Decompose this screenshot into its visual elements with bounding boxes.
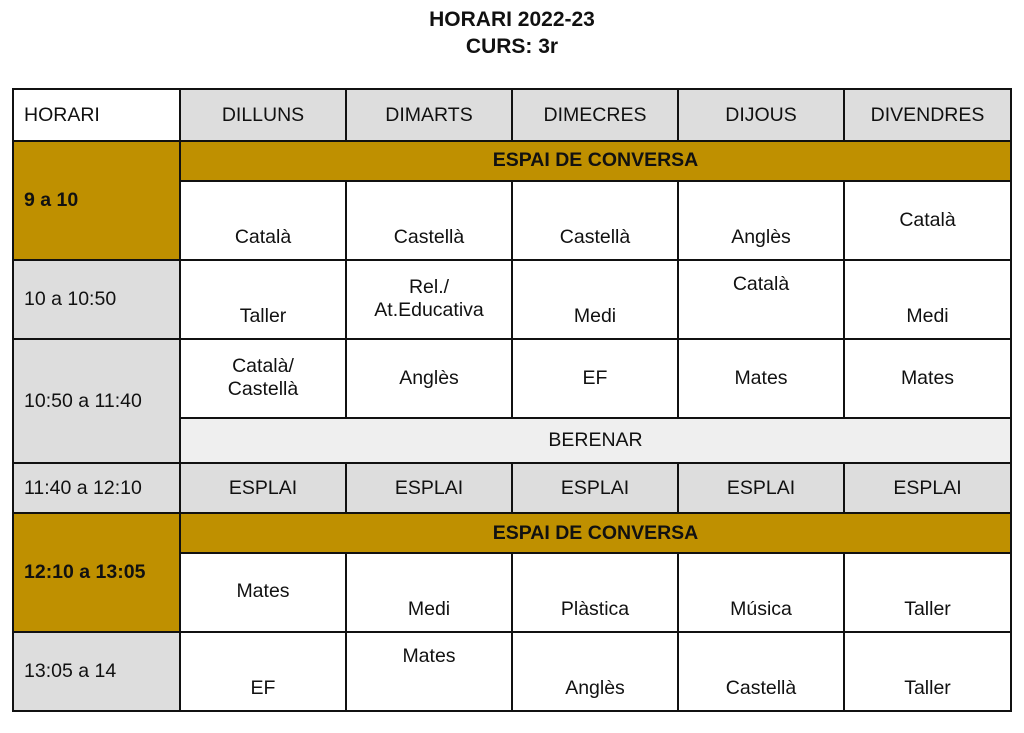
conversa-band-row <box>13 141 1011 181</box>
table-row <box>13 260 1011 339</box>
berenar-band: BERENAR <box>180 418 1011 464</box>
time-cell: 10 a 10:50 <box>13 260 180 339</box>
lesson-cell: Plàstica <box>512 553 678 632</box>
lesson-cell: Anglès <box>678 181 844 260</box>
conversa-band: ESPAI DE CONVERSA <box>180 513 1011 553</box>
lesson-cell: Rel./ At.Educativa <box>346 260 512 339</box>
lesson-cell: EF <box>180 632 346 711</box>
lesson-cell: Castellà <box>678 632 844 711</box>
table-row <box>13 339 1011 418</box>
lesson-cell: Català <box>678 260 844 339</box>
lesson-cell: Català/ Castellà <box>180 339 346 418</box>
lesson-cell: Medi <box>512 260 678 339</box>
lesson-cell: ESPLAI <box>678 463 844 513</box>
day-header: DILLUNS <box>180 89 346 141</box>
lesson-cell: Taller <box>180 260 346 339</box>
lesson-cell: Castellà <box>512 181 678 260</box>
lesson-cell: Música <box>678 553 844 632</box>
table-row <box>13 632 1011 711</box>
page-title: HORARI 2022-23 <box>429 8 595 31</box>
time-cell: 13:05 a 14 <box>13 632 180 711</box>
lesson-cell: Català <box>180 181 346 260</box>
time-cell: 9 a 10 <box>13 141 180 260</box>
page-subtitle: CURS: 3r <box>465 35 559 58</box>
lesson-cell: Medi <box>844 260 1011 339</box>
lesson-cell: Taller <box>844 632 1011 711</box>
lesson-cell: ESPLAI <box>844 463 1011 513</box>
lesson-cell: ESPLAI <box>346 463 512 513</box>
time-cell: 11:40 a 12:10 <box>13 463 180 513</box>
header-corner: HORARI <box>13 89 180 141</box>
lesson-cell: Català <box>844 181 1011 260</box>
day-header: DIMARTS <box>346 89 512 141</box>
schedule-table <box>12 88 1012 712</box>
conversa-band-row <box>13 513 1011 553</box>
lesson-cell: ESPLAI <box>180 463 346 513</box>
lesson-cell: Mates <box>678 339 844 418</box>
day-header: DIJOUS <box>678 89 844 141</box>
lesson-cell: ESPLAI <box>512 463 678 513</box>
lesson-cell: Mates <box>844 339 1011 418</box>
lesson-cell: Castellà <box>346 181 512 260</box>
lesson-cell: Mates <box>180 553 346 632</box>
header-row <box>13 89 1011 141</box>
lesson-cell: Mates <box>346 632 512 711</box>
lesson-cell: Medi <box>346 553 512 632</box>
lesson-cell: Taller <box>844 553 1011 632</box>
lesson-cell: EF <box>512 339 678 418</box>
day-header: DIMECRES <box>512 89 678 141</box>
time-cell: 10:50 a 11:40 <box>13 339 180 464</box>
time-cell: 12:10 a 13:05 <box>13 513 180 632</box>
lesson-cell: Anglès <box>512 632 678 711</box>
table-row <box>13 463 1011 513</box>
lesson-cell: Anglès <box>346 339 512 418</box>
conversa-band: ESPAI DE CONVERSA <box>180 141 1011 181</box>
day-header: DIVENDRES <box>844 89 1011 141</box>
